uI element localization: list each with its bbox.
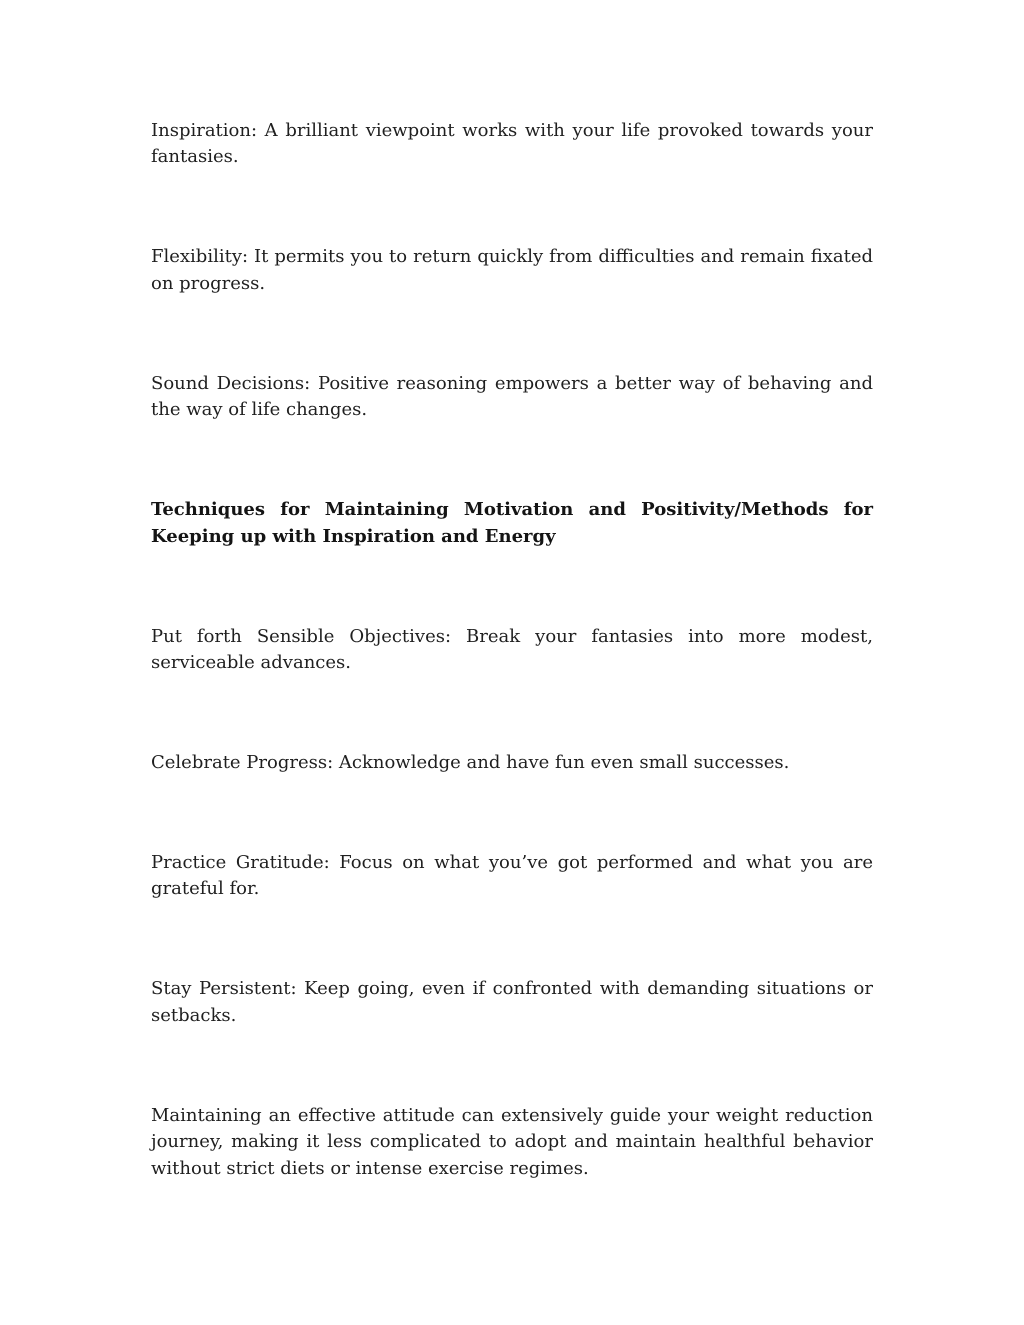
- paragraph-celebrate-progress: Celebrate Progress: Acknowledge and have fun even small successes.: [151, 752, 790, 774]
- section-heading: Techniques for Maintaining Motivation and Positivity/Methods for Keeping up with Inspiration and Energy: [151, 499, 873, 547]
- paragraph-flexibility: Flexibility: It permits you to return quickly from difficulties and remain fixated on progress.: [151, 246, 873, 294]
- paragraph-closing: Maintaining an effective attitude can extensively guide your weight reduction journey, making it less complicated to adopt and maintain healthful behavior without strict diets or intense exercise regimes.: [151, 1104, 873, 1179]
- paragraph-inspiration: Inspiration: A brilliant viewpoint works with your life provoked towards your fantasies.: [151, 120, 873, 168]
- paragraph-sound-decisions: Sound Decisions: Positive reasoning empowers a better way of behaving and the way of life changes.: [151, 372, 873, 421]
- paragraph-practice-gratitude: Practice Gratitude: Focus on what you’ve got performed and what you are grateful for.: [151, 852, 873, 900]
- paragraph-stay-persistent: Stay Persistent: Keep going, even if confronted with demanding situations or setbacks.: [151, 978, 873, 1026]
- document-page: [151, 118, 873, 1182]
- paragraph-sensible-objectives: Put forth Sensible Objectives: Break your fantasies into more modest, serviceable advances.: [151, 625, 873, 674]
